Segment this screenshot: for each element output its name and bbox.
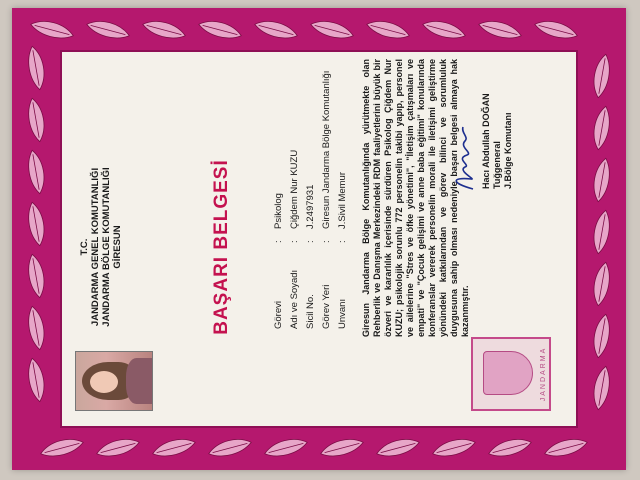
border-leaf (141, 17, 187, 42)
border-leaf (365, 17, 411, 42)
border-leaf (543, 435, 589, 460)
field-value: Psikolog (273, 193, 284, 229)
border-leaf (487, 435, 533, 460)
field-separator: : (305, 240, 316, 243)
field-label: Unvanı (337, 298, 348, 329)
border-leaf (591, 105, 613, 151)
portrait-photo (75, 351, 153, 411)
border-leaf (253, 17, 299, 42)
emblem-text: JANDARMA (540, 346, 547, 402)
field-row (319, 61, 335, 329)
border-leaf (319, 435, 365, 460)
border-leaf (26, 149, 48, 195)
border-leaf (197, 17, 243, 42)
field-separator: : (337, 240, 348, 243)
signatory-rank: Tuğgeneral (492, 141, 502, 189)
handwritten-signature (447, 123, 481, 193)
field-row (335, 61, 351, 329)
border-leaf (431, 435, 477, 460)
field-label: Adı ve Soyadı (289, 269, 300, 329)
header-line3: JANDARMA BÖLGE KOMUTANLIĞI (101, 167, 112, 327)
border-leaf (375, 435, 421, 460)
border-leaf (591, 261, 613, 307)
field-row (287, 61, 303, 329)
border-leaf (85, 17, 131, 42)
border-leaf (477, 17, 523, 42)
emblem-shield (483, 351, 533, 395)
header-line2: JANDARMA GENEL KOMUTANLIĞI (90, 167, 101, 327)
field-value: J.Sivil Memur (337, 171, 348, 229)
field-label: Görevi (273, 301, 284, 329)
border-leaf (309, 17, 355, 42)
border-leaf (591, 209, 613, 255)
border-leaf (26, 305, 48, 351)
personnel-fields (271, 61, 351, 329)
border-leaf (26, 357, 48, 403)
field-label: Görev Yeri (321, 284, 332, 329)
border-leaf (26, 253, 48, 299)
field-value: Giresun Jandarma Bölge Komutanlığı (321, 70, 332, 229)
border-leaf (95, 435, 141, 460)
signature-block (481, 59, 514, 189)
border-leaf (591, 313, 613, 359)
header-line1: T.C. (79, 238, 90, 256)
border-leaf (207, 435, 253, 460)
gendarmerie-emblem (471, 337, 551, 411)
field-row (271, 61, 287, 329)
border-leaf (151, 435, 197, 460)
border-leaf (39, 435, 85, 460)
border-leaf (263, 435, 309, 460)
border-leaf (533, 17, 579, 42)
field-value: J.2497931 (305, 184, 316, 229)
border-leaf (421, 17, 467, 42)
field-separator: : (321, 240, 332, 243)
certificate-body-text: Giresun Jandarma Bölge Komutanlığında yürütmekte olan Rehberlik ve Danışma Merkezindeki RDM faaliyetlerini büyük bir özveri ve kararlılık içerisinde sürdüren Psikolog Çiğdem Nur KUZU; psikolojik sorunlu 772 personelin takibi yapıp, personel ve ailelerine "Stres ve öfke yönetimi", "İletişim çatışmaları ve empati" ve "Çocuk gelişimi ve anne baba eğitimi" konularında konferanslar vererek personelin morali ile iletişimi geliştirme yönündeki katkılarından ve görev bilinci ve sorumluluk duygusuna sahip olması nedeniyle başarı belgesi almaya hak kazanmıştır. (361, 59, 470, 337)
border-leaf (591, 157, 613, 203)
field-separator: : (289, 240, 300, 243)
border-leaf (26, 45, 48, 91)
field-row (303, 61, 319, 329)
field-separator: : (273, 240, 284, 243)
border-leaf (26, 97, 48, 143)
issuer-header (79, 157, 123, 337)
border-leaf (26, 201, 48, 247)
certificate-sheet (12, 8, 626, 470)
header-line4: GİRESUN (112, 225, 123, 269)
certificate-inner-panel (60, 50, 578, 428)
signatory-position: J.Bölge Komutanı (503, 112, 513, 189)
rotated-document (61, 53, 577, 429)
field-value: Çiğdem Nur KUZU (289, 149, 300, 229)
field-label: Sicil No. (305, 294, 316, 329)
border-leaf (29, 17, 75, 42)
signatory-name: Hacı Abdullah DOĞAN (481, 93, 491, 189)
border-leaf (591, 53, 613, 99)
border-leaf (591, 365, 613, 411)
certificate-title: BAŞARI BELGESİ (211, 159, 232, 335)
